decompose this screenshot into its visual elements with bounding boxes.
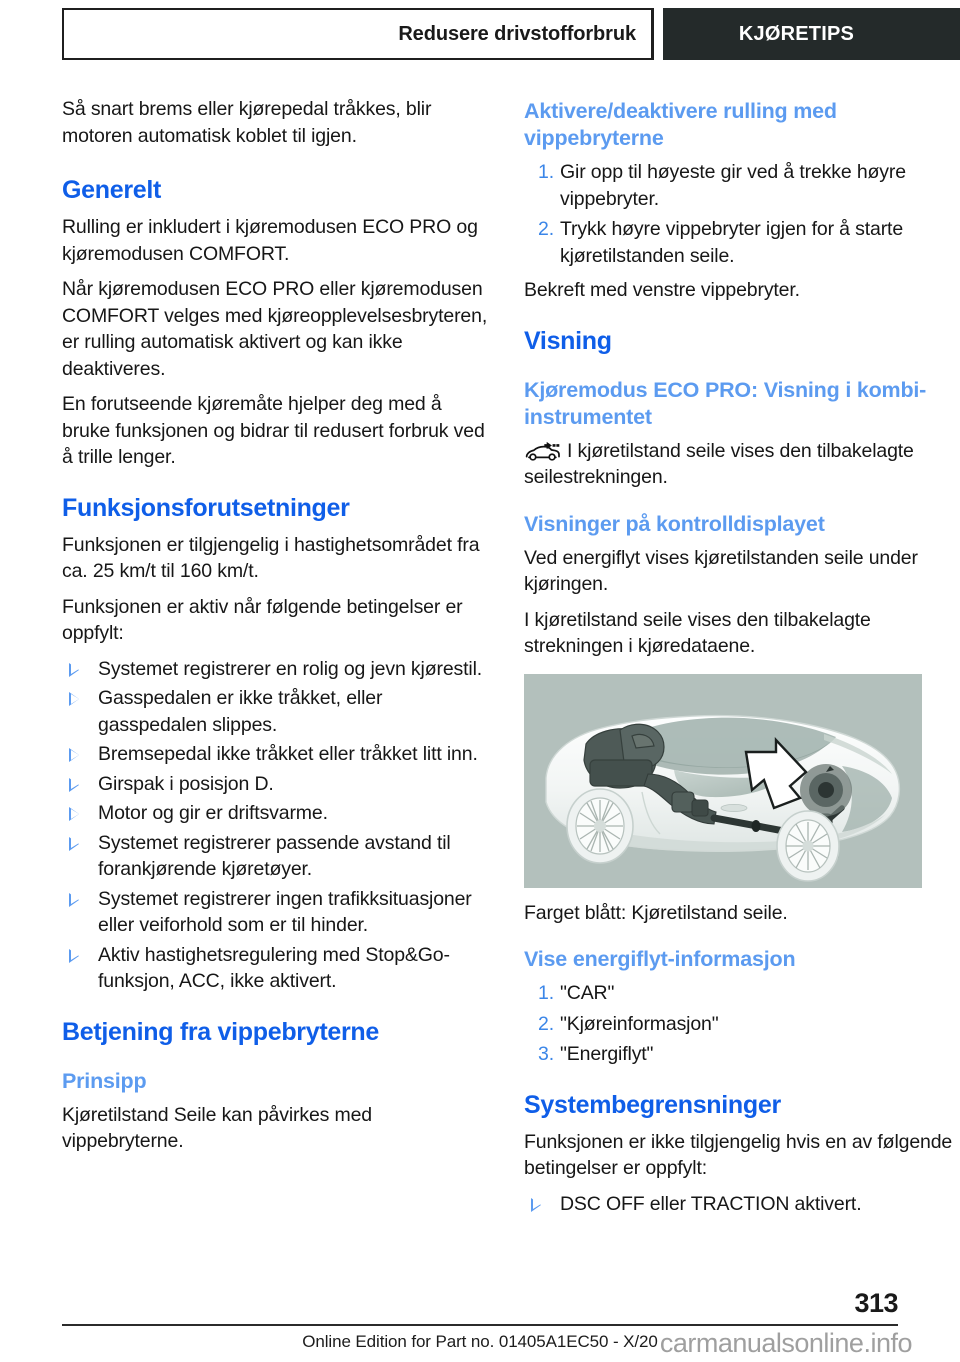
list-item-label: Systemet registrerer en rolig og jevn kjørestil. — [98, 657, 483, 680]
list-item — [62, 830, 492, 883]
list-item-label: DSC OFF eller TRACTION aktivert. — [560, 1192, 862, 1215]
heading-aktivere-deaktivere: Aktivere/deaktivere rulling med vippebryterne — [524, 99, 837, 150]
list-item-label: Girspak i posisjon D. — [98, 772, 274, 795]
list-item-label: Systemet registrerer passende avstand til forankjørende kjøretøyer. — [98, 831, 451, 880]
page-number: 313 — [854, 1288, 898, 1318]
list-item — [524, 1191, 954, 1218]
triangle-bullet-icon — [70, 808, 79, 820]
kombi-paragraph — [524, 438, 954, 491]
section-tab — [663, 8, 960, 60]
list-item — [524, 159, 954, 212]
heading-generelt: Generelt — [62, 176, 162, 204]
kombi-paragraph-text: I kjøretilstand seile vises den tilbakelagte seilestrekningen. — [524, 439, 914, 488]
heading-vise-energiflyt: Vise energiflyt-informasjon — [524, 947, 796, 971]
triangle-bullet-icon — [532, 1199, 541, 1211]
list-item-label: Bremsepedal ikke tråkket eller tråkket litt inn. — [98, 743, 478, 765]
list-item-label: "CAR" — [560, 982, 615, 1004]
list-number: 2. — [538, 1012, 554, 1035]
kontroll-paragraph-2: I kjøretilstand seile vises den tilbakelagte strekningen i kjøredataene. — [524, 608, 871, 657]
heading-kombi-instrumentet: Kjøremodus ECO PRO: Visning i kombi-instrumentet — [524, 377, 927, 429]
forutsetninger-paragraph-2: Funksjonen er aktiv når følgende betingelser er oppfylt: — [62, 595, 463, 644]
forutsetninger-list — [62, 656, 492, 995]
list-item-label: Trykk høyre vippebryter igjen for å starte kjøretilstanden seile. — [560, 218, 904, 267]
systembegrensninger-list — [524, 1191, 954, 1218]
triangle-bullet-icon — [70, 749, 79, 761]
list-item — [62, 886, 492, 939]
heading-prinsipp: Prinsipp — [62, 1068, 147, 1093]
triangle-bullet-icon — [70, 779, 79, 791]
forutsetninger-paragraph-1: Funksjonen er tilgjengelig i hastighetsområdet fra ca. 25 km/t til 160 km/t. — [62, 533, 480, 582]
list-number: 1. — [538, 982, 554, 1004]
list-item-label: Aktiv hastighetsregulering med Stop&Go-funksjon, ACC, ikke aktivert. — [98, 943, 450, 992]
list-item-label: Systemet registrerer ingen trafikksituasjoner eller veiforhold som er til hinder. — [98, 887, 472, 936]
heading-funksjonsforutsetninger: Funksjonsforutsetninger — [62, 493, 350, 522]
list-item-label: Gir opp til høyeste gir ved å trekke høyre vippebryter. — [560, 161, 906, 210]
list-item-label: Motor og gir er driftsvarme. — [98, 802, 328, 824]
watermark: carmanualsonline.info — [659, 1328, 912, 1358]
list-item — [62, 771, 492, 798]
generelt-paragraph-1: Rulling er inkludert i kjøremodusen ECO PRO og kjøremodusen COMFORT. — [62, 216, 478, 265]
page-header — [62, 8, 960, 60]
list-item — [62, 942, 492, 995]
heading-kontrolldisplayet: Visninger på kontrolldisplayet — [524, 511, 825, 536]
right-column — [524, 96, 954, 1292]
heading-visning: Visning — [524, 326, 612, 355]
kontroll-paragraph-1: Ved energiflyt vises kjøretilstanden seile under kjøringen. — [524, 546, 918, 595]
list-item — [62, 656, 492, 683]
generelt-paragraph-2: Når kjøremodusen ECO PRO eller kjøremodusen COMFORT velges med kjøreopplevelsesbryteren, er rulling automatisk aktivert og kan ikke deaktiveres. — [62, 278, 488, 380]
footer-divider — [62, 1324, 898, 1326]
triangle-bullet-icon — [70, 950, 79, 962]
triangle-bullet-icon — [70, 894, 79, 906]
triangle-bullet-icon — [70, 664, 79, 676]
triangle-bullet-icon — [70, 693, 79, 705]
list-item — [62, 685, 492, 738]
aktivere-steps-list — [524, 159, 954, 269]
systembegrensninger-intro: Funksjonen er ikke tilgjengelig hvis en av følgende betingelser er oppfylt: — [524, 1130, 953, 1179]
list-item-label: Gasspedalen er ikke tråkket, eller gasspedalen slippes. — [98, 687, 383, 736]
list-item — [524, 980, 954, 1007]
car-drivetrain-illustration — [524, 674, 922, 888]
generelt-paragraph-3: En forutseende kjøremåte hjelper deg med å bruke funksjonen og bidrar til redusert forbruk ved å trille lenger. — [62, 393, 485, 468]
list-item — [524, 1011, 954, 1038]
page-columns — [0, 96, 960, 1292]
section-tab-label: KJØRETIPS — [738, 22, 855, 45]
energiflyt-steps-list — [524, 980, 954, 1068]
list-number: 1. — [538, 161, 554, 183]
triangle-bullet-icon — [70, 838, 79, 850]
list-number: 2. — [538, 218, 554, 240]
list-number: 3. — [538, 1043, 554, 1065]
breadcrumb-label: Redusere drivstofforbruk — [398, 22, 636, 45]
list-item — [62, 800, 492, 827]
list-item-label: "Kjøreinformasjon" — [560, 1012, 719, 1035]
aktivere-note: Bekreft med venstre vippebryter. — [524, 279, 800, 301]
figure-caption: Farget blått: Kjøretilstand seile. — [524, 901, 788, 924]
list-item — [524, 1041, 954, 1068]
heading-systembegrensninger: Systembegrensninger — [524, 1090, 781, 1119]
heading-betjening: Betjening fra vippebryterne — [62, 1017, 379, 1046]
list-item — [524, 216, 954, 269]
left-column — [62, 96, 492, 1292]
list-item — [62, 741, 492, 768]
intro-paragraph: Så snart brems eller kjørepedal tråkkes, blir motoren automatisk koblet til igjen. — [62, 98, 432, 147]
breadcrumb — [62, 8, 654, 60]
prinsipp-paragraph: Kjøretilstand Seile kan påvirkes med vippebryterne. — [62, 1103, 372, 1152]
page-footer — [0, 1288, 960, 1362]
list-item-label: "Energiflyt" — [560, 1043, 654, 1065]
car-sailing-icon — [524, 440, 562, 462]
edition-note: Online Edition for Part no. 01405A1EC50 - X/20 — [302, 1332, 658, 1351]
